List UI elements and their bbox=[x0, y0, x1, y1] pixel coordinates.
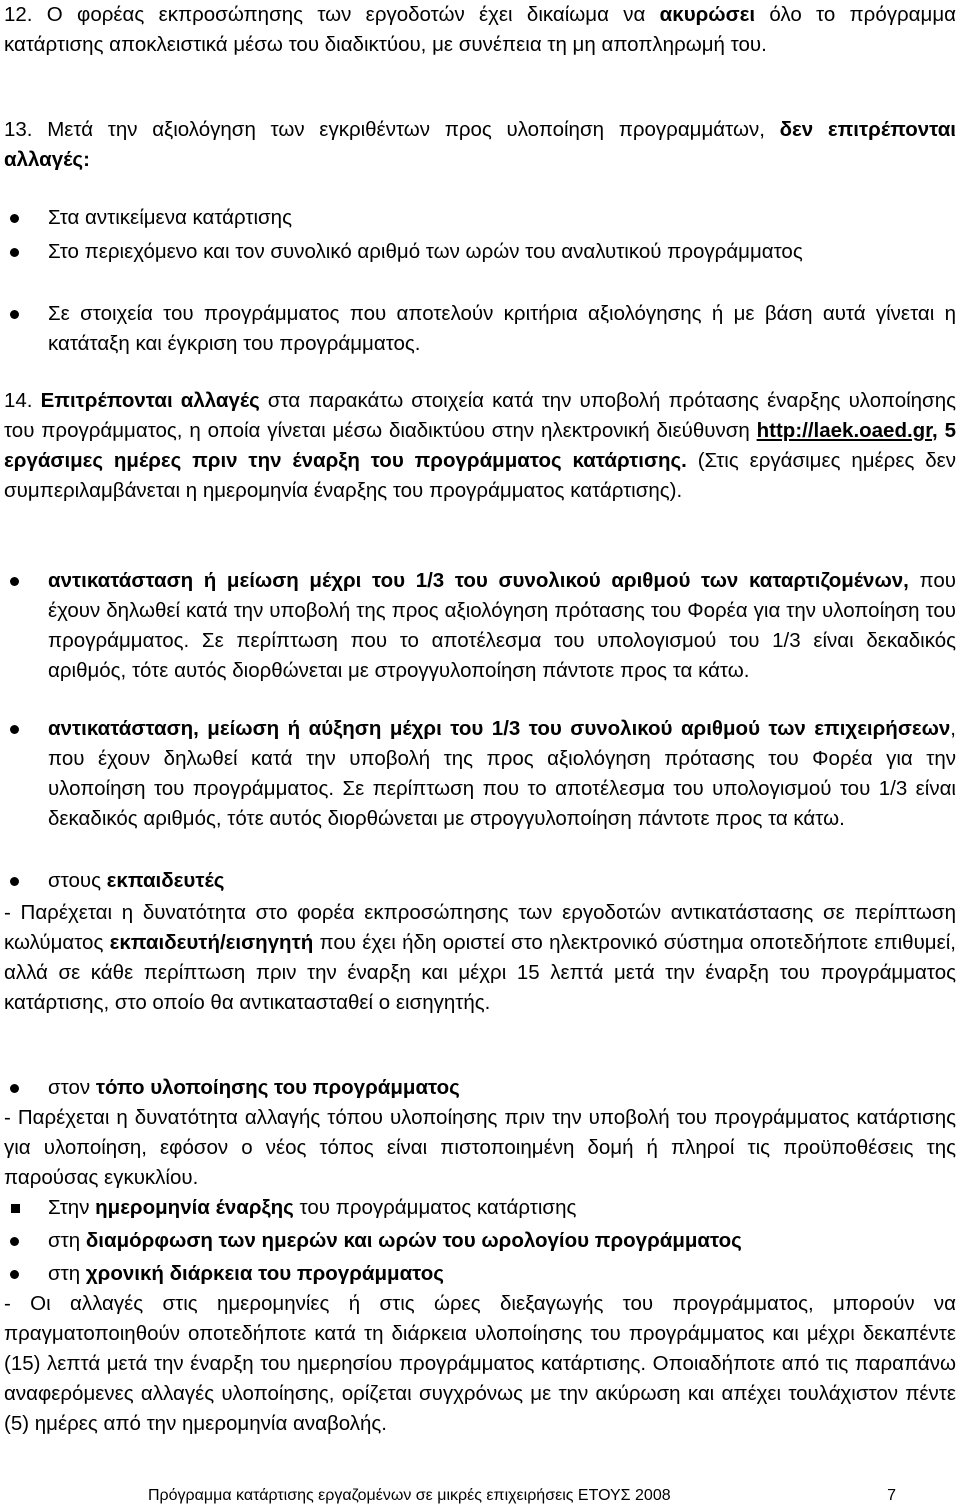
text: - Παρέχεται η δυνατότητα στο φορέα εκπροσώπησης των εργοδοτών αντικατάστασης σε περίπτωση κωλύματος bbox=[4, 901, 956, 954]
paragraph-13 bbox=[4, 115, 956, 175]
page-footer bbox=[148, 1486, 908, 1506]
list-item-text bbox=[48, 1259, 956, 1289]
bold-text: διαμόρφωση των ημερών και ωρών του ωρολογίου προγράμματος bbox=[85, 1229, 742, 1252]
list-item bbox=[0, 203, 960, 233]
bold-text: Επιτρέπονται αλλαγές bbox=[40, 389, 260, 412]
paragraph-trainers bbox=[4, 898, 956, 1018]
text: στον bbox=[48, 1076, 96, 1099]
text: Στην bbox=[48, 1196, 96, 1219]
page-number: 7 bbox=[887, 1487, 896, 1504]
text: , που έχουν δηλωθεί κατά την υποβολή της προς αξιολόγηση πρότασης του Φορέα για την υλοποίηση του προγράμματος. Σε περίπτωση που το αποτέλεσμα του υπολογισμού του 1/3 είναι δεκαδικός αριθμός, τότε αυτός διορθώνεται με στρογγυλοποίηση πάντοτε προς τα κάτω. bbox=[48, 717, 956, 830]
text: 12. Ο φορέας εκπροσώπησης των εργοδοτών έχει δικαίωμα να bbox=[4, 3, 660, 26]
list-item bbox=[0, 1259, 960, 1289]
list-item-text bbox=[48, 866, 956, 896]
bold-text: εκπαιδευτή/εισηγητή bbox=[109, 931, 314, 954]
list-item-text bbox=[48, 1226, 956, 1256]
bullet-icon bbox=[10, 725, 19, 734]
list-item-text bbox=[48, 1193, 956, 1223]
bold-text: αντικατάσταση, μείωση ή αύξηση μέχρι του 1/3 του συνολικού αριθμού των επιχειρήσεων bbox=[48, 717, 951, 740]
bullet-icon bbox=[10, 877, 19, 886]
bold-text: ημερομηνία έναρξης bbox=[95, 1196, 294, 1219]
bullet-icon bbox=[10, 577, 19, 586]
web-link[interactable]: http://laek.oaed.gr bbox=[756, 419, 933, 442]
square-bullet-icon bbox=[11, 1204, 20, 1213]
paragraph-place: - Παρέχεται η δυνατότητα αλλαγής τόπου υλοποίησης πριν την υποβολή του προγράμματος κατάρτισης για υλοποίηση, εφόσον ο νέος τόπος είναι πιστοποιημένη δομή ή πληροί τις προϋποθέσεις της παρούσας εγκυκλίου. bbox=[4, 1106, 956, 1189]
bullet-icon bbox=[10, 1270, 19, 1279]
list-item-text: Στα αντικείμενα κατάρτισης bbox=[48, 206, 292, 229]
list-item bbox=[0, 714, 960, 834]
bullet-icon bbox=[10, 310, 19, 319]
bold-text: εκπαιδευτές bbox=[106, 869, 225, 892]
list-item bbox=[0, 866, 960, 896]
list-item bbox=[0, 1193, 960, 1223]
paragraph-final: - Οι αλλαγές στις ημερομηνίες ή στις ώρες διεξαγωγής του προγράμματος, μπορούν να πραγματοποιηθούν οποτεδήποτε κατά τη διάρκεια υλοποίησης του προγράμματος και μέχρι δεκαπέντε (15) λεπτά μετά την έναρξη του ημερησίου προγράμματος κατάρτισης. Οποιαδήποτε από τις παραπάνω αναφερόμενες αλλαγές υλοποίησης, ορίζεται συγχρόνως με την ακύρωση και απέχει τουλάχιστον πέντε (5) ημέρες από την ημερομηνία αναβολής. bbox=[4, 1292, 956, 1435]
text: στη bbox=[48, 1262, 86, 1285]
bold-text: τόπο υλοποίησης του προγράμματος bbox=[95, 1076, 460, 1099]
text: στους bbox=[48, 869, 107, 892]
bold-text: αντικατάσταση ή μείωση μέχρι του 1/3 του συνολικού αριθμού των καταρτιζομένων, bbox=[48, 569, 909, 592]
list-item-text: Σε στοιχεία του προγράμματος που αποτελούν κριτήρια αξιολόγησης ή με βάση αυτά γίνεται η κατάταξη και έγκριση του προγράμματος. bbox=[48, 302, 956, 355]
text: (Στις εργάσιμες ημέρες δεν συμπεριλαμβάνεται η ημερομηνία έναρξης του προγράμματος κατάρτισης). bbox=[4, 449, 956, 502]
text: στη bbox=[48, 1229, 86, 1252]
bold-text: δεν επιτρέπονται αλλαγές: bbox=[4, 118, 956, 171]
text: 14. bbox=[4, 389, 41, 412]
text: που έχει ήδη οριστεί στο ηλεκτρονικό σύστημα οποτεδήποτε επιθυμεί, αλλά σε κάθε περίπτωση πριν την έναρξη και μέχρι 15 λεπτά μετά την έναρξη του προγράμματος κατάρτισης, στο οποίο θα αντικατασταθεί ο εισηγητής. bbox=[4, 931, 956, 1014]
bullet-icon bbox=[10, 1237, 19, 1246]
bold-text: , 5 εργάσιμες ημέρες πριν την έναρξη του προγράμματος κατάρτισης. bbox=[4, 419, 956, 472]
list-item bbox=[0, 237, 960, 267]
text: όλο το πρόγραμμα κατάρτισης αποκλειστικά μέσω του διαδικτύου, με συνέπεια τη μη αποπληρωμή του. bbox=[4, 3, 956, 56]
bullet-icon bbox=[10, 1084, 19, 1093]
list-item-text bbox=[48, 714, 956, 834]
list-item bbox=[0, 566, 960, 686]
list-item bbox=[0, 299, 960, 359]
text: 13. Μετά την αξιολόγηση των εγκριθέντων προς υλοποίηση προγραμμάτων, bbox=[4, 118, 780, 141]
list-item bbox=[0, 1073, 960, 1103]
list-item-text bbox=[48, 566, 956, 686]
text: στα παρακάτω στοιχεία κατά την υποβολή πρότασης έναρξης υλοποίησης του προγράμματος, η οποία γίνεται μέσω διαδικτύου στην ηλεκτρονική διεύθυνση bbox=[4, 389, 956, 442]
list-item bbox=[0, 1226, 960, 1256]
list-item-text bbox=[48, 1073, 956, 1103]
paragraph-12 bbox=[4, 0, 956, 60]
bold-text: ακυρώσει bbox=[659, 3, 756, 26]
bullet-icon bbox=[10, 214, 19, 223]
text: που έχουν δηλωθεί κατά την υποβολή της προς αξιολόγηση πρότασης του Φορέα για την υλοποίηση του προγράμματος. Σε περίπτωση που το αποτέλεσμα του υπολογισμού του 1/3 είναι δεκαδικός αριθμός, τότε αυτός διορθώνεται με στρογγυλοποίηση πάντοτε προς τα κάτω. bbox=[48, 569, 956, 682]
list-item-text: Στο περιεχόμενο και τον συνολικό αριθμό των ωρών του αναλυτικού προγράμματος bbox=[48, 240, 803, 263]
bold-text: χρονική διάρκεια του προγράμματος bbox=[85, 1262, 444, 1285]
bullet-icon bbox=[10, 248, 19, 257]
paragraph-14 bbox=[4, 386, 956, 506]
footer-text: Πρόγραμμα κατάρτισης εργαζομένων σε μικρές επιχειρήσεις ΕΤΟΥΣ 2008 bbox=[148, 1487, 671, 1504]
text: του προγράμματος κατάρτισης bbox=[293, 1196, 577, 1219]
